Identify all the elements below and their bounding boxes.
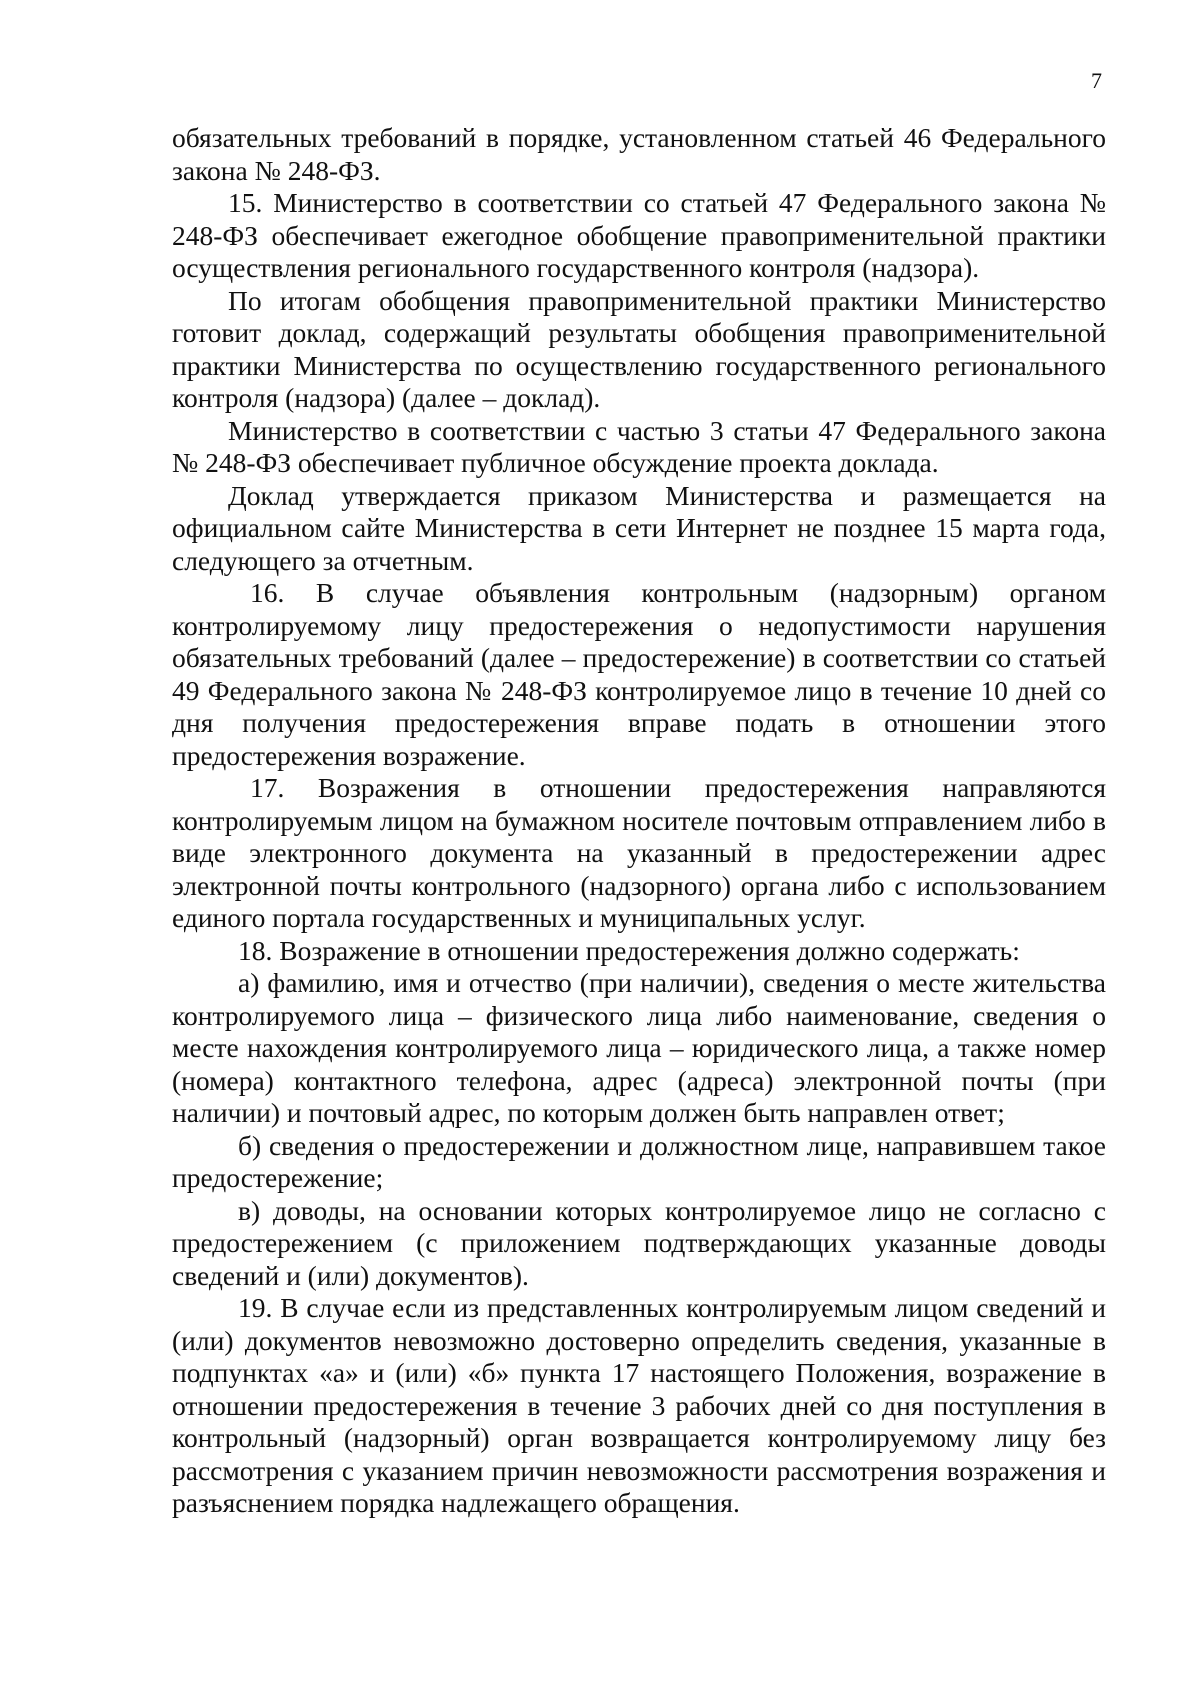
- paragraph-public-discussion: Министерство в соответствии с частью 3 статьи 47 Федерального закона № 248-ФЗ обеспечивает публичное обсуждение проекта доклада.: [172, 414, 1106, 478]
- document-body: [172, 122, 1106, 1520]
- paragraph-item-19: 19. В случае если из представленных контролируемым лицом сведений и (или) документов невозможно достоверно определить сведения, указанные в подпунктах «а» и (или) «б» пункта 17 настоящего Положения, возражение в отношении предостережения в течение 3 рабочих дней со дня поступления в контрольный (надзорный) орган возвращается контролируемому лицу без рассмотрения с указанием причин невозможности рассмотрения возражения и разъяснением порядка надлежащего обращения.: [172, 1292, 1106, 1518]
- paragraph-item-17: 17. Возражения в отношении предостережения направляются контролируемым лицом на бумажном носителе почтовым отправлением либо в виде электронного документа на указанный в предостережении адрес электронной почты контрольного (надзорного) органа либо с использованием единого портала государственных и муниципальных услуг.: [172, 772, 1106, 933]
- paragraph-item-18: 18. Возражение в отношении предостережения должно содержать:: [238, 934, 1020, 966]
- paragraph-item-16: 16. В случае объявления контрольным (надзорным) органом контролируемому лицу предостережения о недопустимости нарушения обязательных требований (далее – предостережение) в соответствии со статьей 49 Федерального закона № 248-ФЗ контролируемое лицо в течение 10 дней со дня получения предостережения вправе подать в отношении этого предостережения возражение.: [172, 577, 1106, 771]
- paragraph-subitem-b: б) сведения о предостережении и должностном лице, направившем такое предостережение;: [172, 1129, 1106, 1193]
- paragraph-report-preparation: По итогам обобщения правоприменительной практики Министерство готовит доклад, содержащий результаты обобщения правоприменительной практики Министерства по осуществлению государственного регионального контроля (надзора) (далее – доклад).: [172, 284, 1106, 413]
- paragraph-item-15: 15. Министерство в соответствии со статьей 47 Федерального закона № 248-ФЗ обеспечивает ежегодное обобщение правоприменительной практики осуществления регионального государственного контроля (надзора).: [172, 187, 1106, 283]
- paragraph-subitem-v: в) доводы, на основании которых контролируемое лицо не согласно с предостережением (с приложением подтверждающих указанные доводы сведений и (или) документов).: [172, 1194, 1106, 1291]
- page-number: 7: [1091, 68, 1102, 93]
- paragraph-subitem-a: а) фамилию, имя и отчество (при наличии), сведения о месте жительства контролируемого лица – физического лица либо наименование, сведения о месте нахождения контролируемого лица – юридического лица, а также номер (номера) контактного телефона, адрес (адреса) электронной почты (при наличии) и почтовый адрес, по которым должен быть направлен ответ;: [172, 967, 1106, 1128]
- paragraph-report-approval: Доклад утверждается приказом Министерства и размещается на официальном сайте Министерства в сети Интернет не позднее 15 марта года, следующего за отчетным.: [172, 479, 1106, 576]
- paragraph-continuation: обязательных требований в порядке, установленном статьей 46 Федерального закона № 248-ФЗ.: [172, 122, 1106, 186]
